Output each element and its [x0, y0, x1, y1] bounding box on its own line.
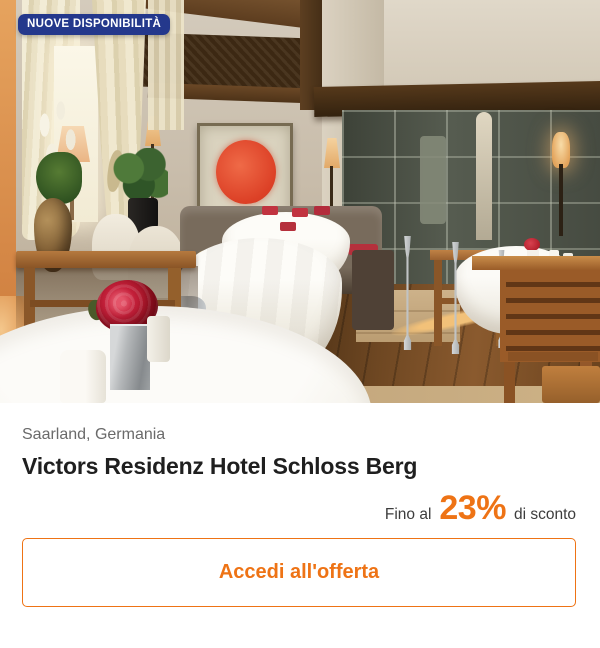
slate-reflection-shape: [420, 136, 446, 224]
orange-wall-strip-shape: [0, 0, 16, 322]
serving-cabinet-top-shape: [472, 256, 600, 270]
dark-side-chair-shape: [352, 250, 394, 330]
white-candle-shape: [60, 350, 106, 403]
listing-location: Saarland, Germania: [22, 426, 166, 443]
discount-prefix: Fino al: [384, 505, 432, 523]
lily-leaves-shape: [36, 152, 82, 204]
painting-red-circle-shape: [216, 140, 276, 204]
discount-suffix: di sconto: [513, 505, 576, 523]
sideboard-shape: [16, 251, 196, 268]
availability-badge: NUOVE DISPONIBILITÀ: [18, 14, 170, 35]
cabinet-leg-shape: [504, 362, 515, 403]
discount-row: [22, 488, 576, 527]
white-candle-shape: [147, 316, 170, 362]
metal-vase-shape: [110, 324, 150, 390]
torch-stem-shape: [559, 164, 563, 236]
wooden-stool-shape: [542, 366, 600, 403]
listing-title: Victors Residenz Hotel Schloss Berg: [22, 453, 418, 480]
cabinet-shelf-shape: [508, 352, 598, 361]
cabinet-slats-shape: [506, 282, 600, 356]
listing-info: [0, 403, 600, 607]
slate-highlight-shape: [476, 112, 492, 240]
discount-value: 23%: [439, 488, 506, 527]
red-napkins-shape: [262, 206, 278, 215]
offer-button[interactable]: Accedi all'offerta: [22, 538, 576, 607]
torch-sconce-shape: [552, 132, 570, 168]
